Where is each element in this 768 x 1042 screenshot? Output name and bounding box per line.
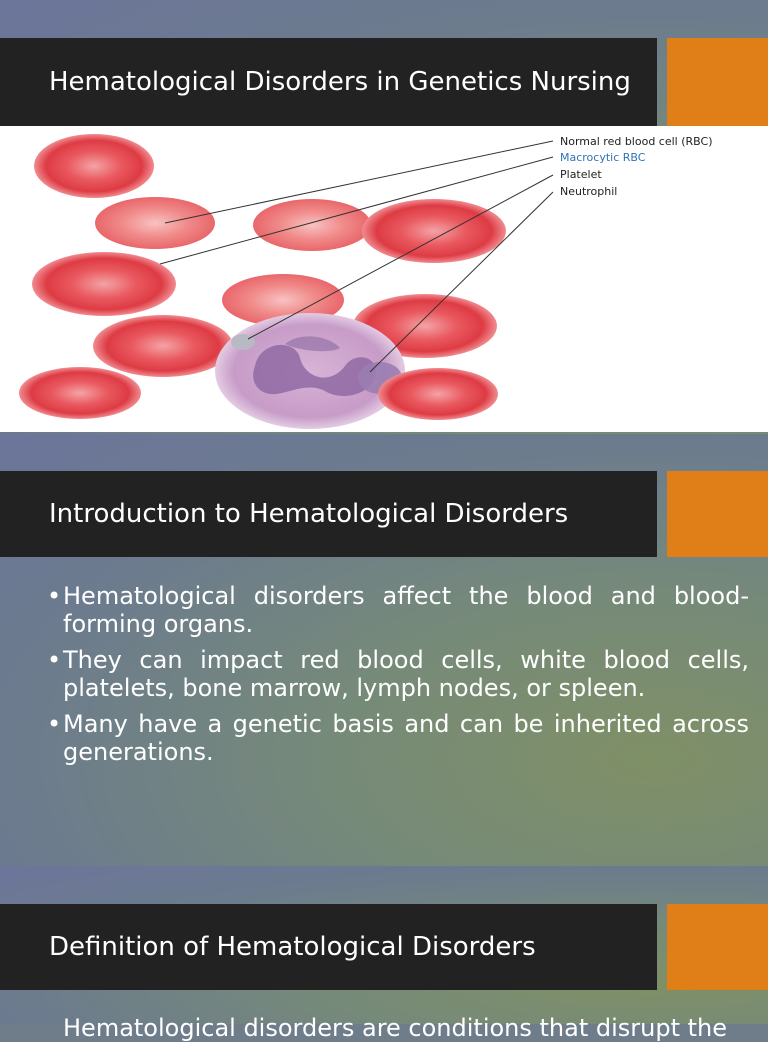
bullet-item: • Many have a genetic basis and can be inherited across generations. [47, 710, 749, 766]
macrocytic-rbc-cell [95, 197, 215, 249]
rbc-cell [378, 368, 498, 420]
slide-2-accent-block [667, 471, 768, 557]
neutrophil-cell [215, 313, 405, 429]
slide-2-bullet-list [47, 582, 749, 774]
slide-1 [0, 0, 768, 434]
slide-3 [0, 866, 768, 1042]
rbc-cell [93, 315, 233, 377]
rbc-cell [253, 199, 371, 251]
blood-cells-illustration [0, 126, 768, 432]
label-normal-rbc: Normal red blood cell (RBC) [560, 135, 713, 148]
blood-cells-figure [0, 126, 768, 432]
rbc-cell [34, 134, 154, 198]
bullet-item: • Hematological disorders affect the blood and blood-forming organs. [47, 582, 749, 638]
label-platelet: Platelet [560, 168, 602, 181]
slide-1-title: Hematological Disorders in Genetics Nursing [49, 67, 631, 97]
rbc-cell [32, 252, 176, 316]
slide-2-title: Introduction to Hematological Disorders [49, 499, 569, 529]
label-macrocytic-rbc: Macrocytic RBC [560, 151, 646, 164]
slide-1-accent-block [667, 38, 768, 126]
slide-3-accent-block [667, 904, 768, 990]
label-neutrophil: Neutrophil [560, 185, 618, 198]
slide-3-partial-text: Hematological disorders are conditions that disrupt the [63, 1014, 728, 1042]
slide-2-title-bar [0, 471, 657, 557]
slide-3-title-bar [0, 904, 657, 990]
rbc-cell [19, 367, 141, 419]
slide-3-title: Definition of Hematological Disorders [49, 932, 536, 962]
rbc-cell [362, 199, 506, 263]
bullet-item: • They can impact red blood cells, white blood cells, platelets, bone marrow, lymph nodes, or spleen. [47, 646, 749, 702]
platelet-cell [231, 334, 255, 350]
slide-1-title-bar [0, 38, 657, 126]
slide-2 [0, 434, 768, 866]
